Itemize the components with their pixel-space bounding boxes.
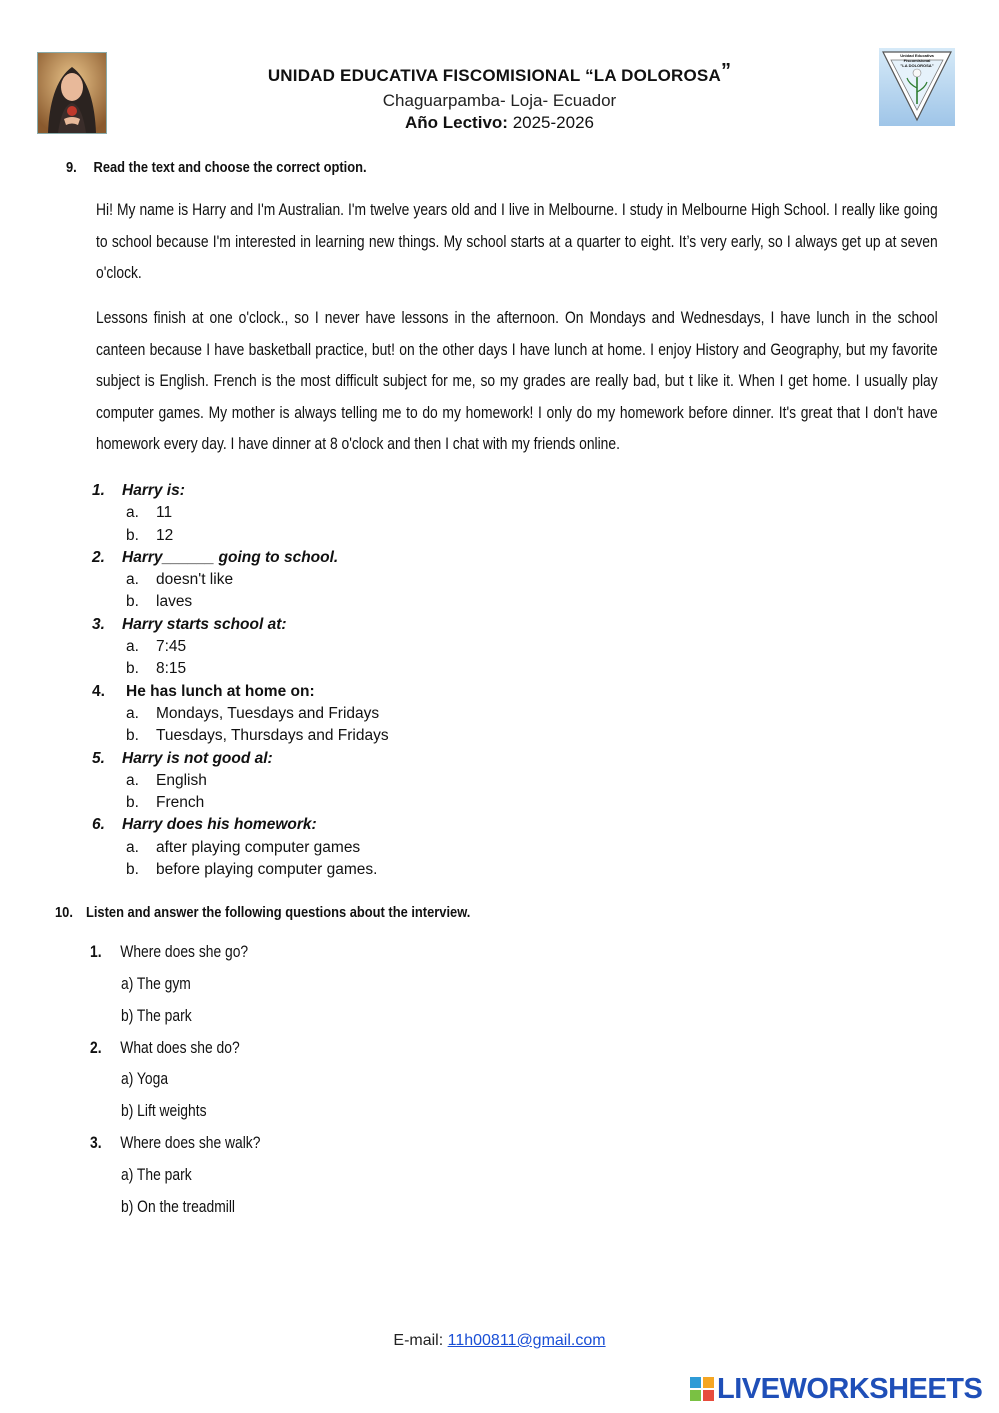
footer-email <box>0 1332 999 1350</box>
school-year-label: Año Lectivo: <box>405 113 508 132</box>
option-letter: b. <box>126 593 139 611</box>
question-text: Harry______ going to school. <box>122 548 339 566</box>
section-10-number: 10. <box>55 904 73 921</box>
reading-paragraph-1 <box>96 195 938 290</box>
question <box>92 614 692 636</box>
question-text: Harry starts school at: <box>122 615 287 633</box>
answer-option[interactable] <box>92 792 692 814</box>
answer-option[interactable] <box>92 591 692 613</box>
listening-question <box>90 943 248 962</box>
question-number: 4. <box>92 682 105 700</box>
option-letter: a. <box>126 571 139 589</box>
option-letter: a. <box>126 838 139 856</box>
answer-option[interactable] <box>92 725 692 747</box>
option-text: Mondays, Tuesdays and Fridays <box>156 704 380 722</box>
question <box>92 681 692 703</box>
crest-caption-top: Unidad Educativa Fiscomisional <box>900 53 934 63</box>
option-text: laves <box>156 593 193 611</box>
option-letter: b. <box>126 660 139 678</box>
school-name-text: UNIDAD EDUCATIVA FISCOMISIONAL “LA DOLOROSA <box>267 66 721 85</box>
option-text: 11 <box>156 504 173 522</box>
option-text: French <box>156 794 205 812</box>
answer-option[interactable] <box>92 636 692 658</box>
question <box>92 814 692 836</box>
option-text: 12 <box>156 526 174 544</box>
answer-option[interactable] <box>92 502 692 524</box>
crest-caption-name: "LA DOLOROSA" <box>900 63 934 68</box>
school-name <box>0 60 999 87</box>
school-location: Chaguarpamba- Loja- Ecuador <box>382 91 617 110</box>
question <box>92 547 692 569</box>
answer-option[interactable]: b) The park <box>121 1007 192 1025</box>
section-9-heading <box>66 159 367 176</box>
school-year <box>0 113 999 133</box>
answer-option[interactable]: a) The park <box>121 1166 192 1184</box>
option-letter: b. <box>126 794 139 812</box>
option-letter: a. <box>126 704 139 722</box>
question-text: Where does she go? <box>120 943 249 961</box>
section-9-questions <box>92 480 692 881</box>
liveworksheets-logo-icon <box>690 1377 714 1401</box>
option-letter: a. <box>126 638 139 656</box>
answer-option[interactable]: a) The gym <box>121 975 191 993</box>
question <box>92 748 692 770</box>
question-text: Where does she walk? <box>120 1134 261 1152</box>
question-number: 1. <box>90 943 102 961</box>
question-number: 5. <box>92 749 105 767</box>
reading-paragraph-2 <box>96 303 938 461</box>
question-text: Harry is: <box>122 482 185 499</box>
question-text: Harry does his homework: <box>122 816 317 834</box>
option-text: after playing computer games <box>156 838 361 856</box>
section-10-instruction: Listen and answer the following questions about the interview. <box>85 904 471 921</box>
question <box>92 480 692 502</box>
school-name-close-quote: ” <box>720 60 732 82</box>
school-year-value: 2025-2026 <box>512 113 594 132</box>
liveworksheets-brand[interactable] <box>690 1374 982 1404</box>
reading-paragraph-2-text: Lessons finish at one o'clock., so I never have lessons in the afternoon. On Mondays and Wednesdays, I have lunch in the school canteen because I have basketball practice, but! on the other days I have lunch at home. I enjoy History and Geography, but my favorite subject is English. French is the most difficult subject for me, so my grades are really bad, but t like it. When I get home. I usually play computer games. My mother is always telling me to do my homework! I only do my homework before dinner. It's great that I don't have homework every day. I have dinner at 8 o'clock and then I chat with my friends online. <box>96 309 938 454</box>
option-text: doesn't like <box>156 571 234 589</box>
listening-question <box>90 1039 240 1058</box>
answer-option[interactable] <box>92 569 692 591</box>
question-number: 2. <box>92 548 105 566</box>
option-letter: a. <box>126 771 139 789</box>
answer-option[interactable] <box>92 658 692 680</box>
email-link[interactable]: 11h00811@gmail.com <box>447 1332 606 1349</box>
answer-option[interactable] <box>92 525 692 547</box>
liveworksheets-wordmark: LIVEWORKSHEETS <box>717 1372 983 1405</box>
section-10-heading <box>55 904 470 921</box>
option-letter: b. <box>126 526 139 544</box>
section-9-instruction: Read the text and choose the correct option. <box>93 159 367 176</box>
email-label: E-mail: <box>393 1332 444 1349</box>
option-letter: b. <box>126 727 139 745</box>
option-text: 8:15 <box>156 660 187 678</box>
listening-question <box>90 1134 260 1153</box>
question-number: 3. <box>90 1134 102 1152</box>
question-text: He has lunch at home on: <box>126 682 315 700</box>
answer-option[interactable] <box>92 837 692 859</box>
reading-paragraph-1-text: Hi! My name is Harry and I'm Australian. I'm twelve years old and I live in Melbourne. I study in Melbourne High School. I really like going to school because I'm interested in learning new things. My school starts at a quarter to eight. It’s very early, so I always get up at seven o'clock. <box>96 201 938 283</box>
question-text: What does she do? <box>120 1039 240 1057</box>
answer-option[interactable] <box>92 859 692 881</box>
option-text: before playing computer games. <box>156 861 378 879</box>
option-letter: b. <box>126 861 139 879</box>
answer-option[interactable] <box>92 703 692 725</box>
answer-option[interactable] <box>92 770 692 792</box>
answer-option[interactable]: b) On the treadmill <box>121 1198 236 1216</box>
option-text: Tuesdays, Thursdays and Fridays <box>156 727 389 745</box>
question-number: 3. <box>92 615 105 633</box>
option-letter: a. <box>126 504 139 522</box>
section-9-number: 9. <box>66 159 77 176</box>
answer-option[interactable]: b) Lift weights <box>121 1102 207 1120</box>
question-number: 6. <box>92 816 105 834</box>
answer-option[interactable]: a) Yoga <box>121 1070 169 1088</box>
question-number: 2. <box>90 1039 102 1057</box>
option-text: 7:45 <box>156 638 187 656</box>
question-text: Harry is not good al: <box>122 749 273 767</box>
question-number: 1. <box>92 482 105 499</box>
option-text: English <box>156 771 207 789</box>
